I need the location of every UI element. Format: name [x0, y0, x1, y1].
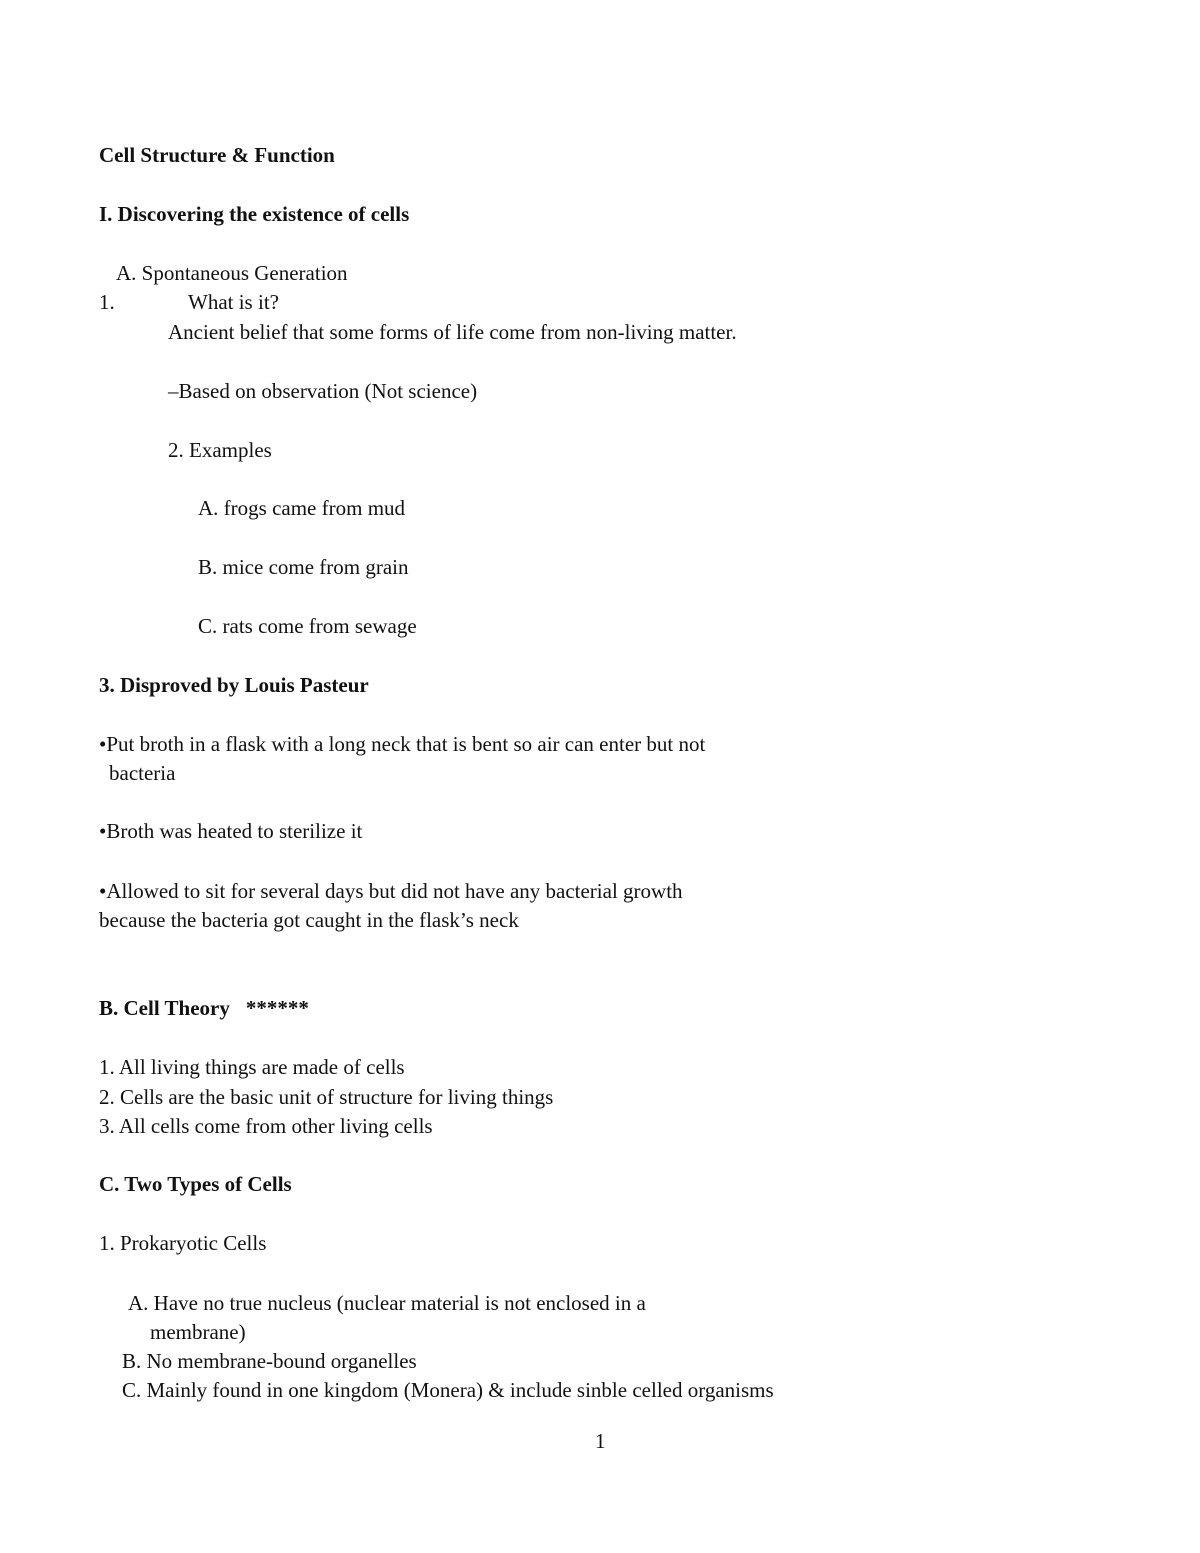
bullet-item: [99, 819, 362, 843]
document-title: Cell Structure & Function: [99, 143, 335, 167]
section-heading-cell-types: C. Two Types of Cells: [99, 1172, 292, 1196]
section-heading-disproved-by-pasteur: 3. Disproved by Louis Pasteur: [99, 673, 369, 697]
bullet-item: [99, 879, 683, 903]
section-heading-discovering-cells: I. Discovering the existence of cells: [99, 202, 410, 226]
definition-text: Ancient belief that some forms of life come from non-living matter.: [168, 320, 737, 344]
cell-theory-point: 3. All cells come from other living cells: [99, 1114, 433, 1138]
prokaryotic-label: 1. Prokaryotic Cells: [99, 1231, 267, 1255]
prokaryotic-point: B. No membrane-bound organelles: [122, 1349, 417, 1373]
cell-theory-point: 2. Cells are the basic unit of structure for living things: [99, 1085, 554, 1109]
prokaryotic-point: C. Mainly found in one kingdom (Monera) & include sinble celled organisms: [122, 1378, 774, 1402]
bullet-text-continuation: bacteria: [109, 761, 176, 785]
bullet-icon: •: [99, 819, 107, 843]
bullet-icon: •: [99, 732, 107, 756]
prokaryotic-point-continuation: membrane): [150, 1320, 246, 1344]
emphasis-stars: ******: [245, 996, 309, 1020]
question-what-is-it: What is it?: [188, 290, 279, 314]
section-heading-cell-theory: [99, 996, 309, 1020]
example-item: C. rats come from sewage: [198, 614, 417, 638]
examples-label: 2. Examples: [168, 438, 272, 462]
bullet-text: Allowed to sit for several days but did not have any bacterial growth: [106, 879, 683, 903]
bullet-icon: •: [99, 879, 107, 903]
bullet-item: [99, 732, 705, 756]
page-number: 1: [595, 1429, 606, 1453]
prokaryotic-point: A. Have no true nucleus (nuclear material is not enclosed in a: [128, 1291, 646, 1315]
bullet-text: Put broth in a flask with a long neck that is bent so air can enter but not: [106, 732, 706, 756]
bullet-text: Broth was heated to sterilize it: [106, 819, 363, 843]
list-number: 1.: [99, 290, 115, 314]
example-item: A. frogs came from mud: [198, 496, 406, 520]
basis-text: –Based on observation (Not science): [168, 379, 478, 403]
cell-theory-point: 1. All living things are made of cells: [99, 1055, 405, 1079]
subheading-spontaneous-generation: A. Spontaneous Generation: [116, 261, 348, 285]
example-item: B. mice come from grain: [198, 555, 409, 579]
cell-theory-heading-text: B. Cell Theory: [99, 996, 230, 1020]
bullet-text-continuation: because the bacteria got caught in the flask’s neck: [99, 908, 519, 932]
